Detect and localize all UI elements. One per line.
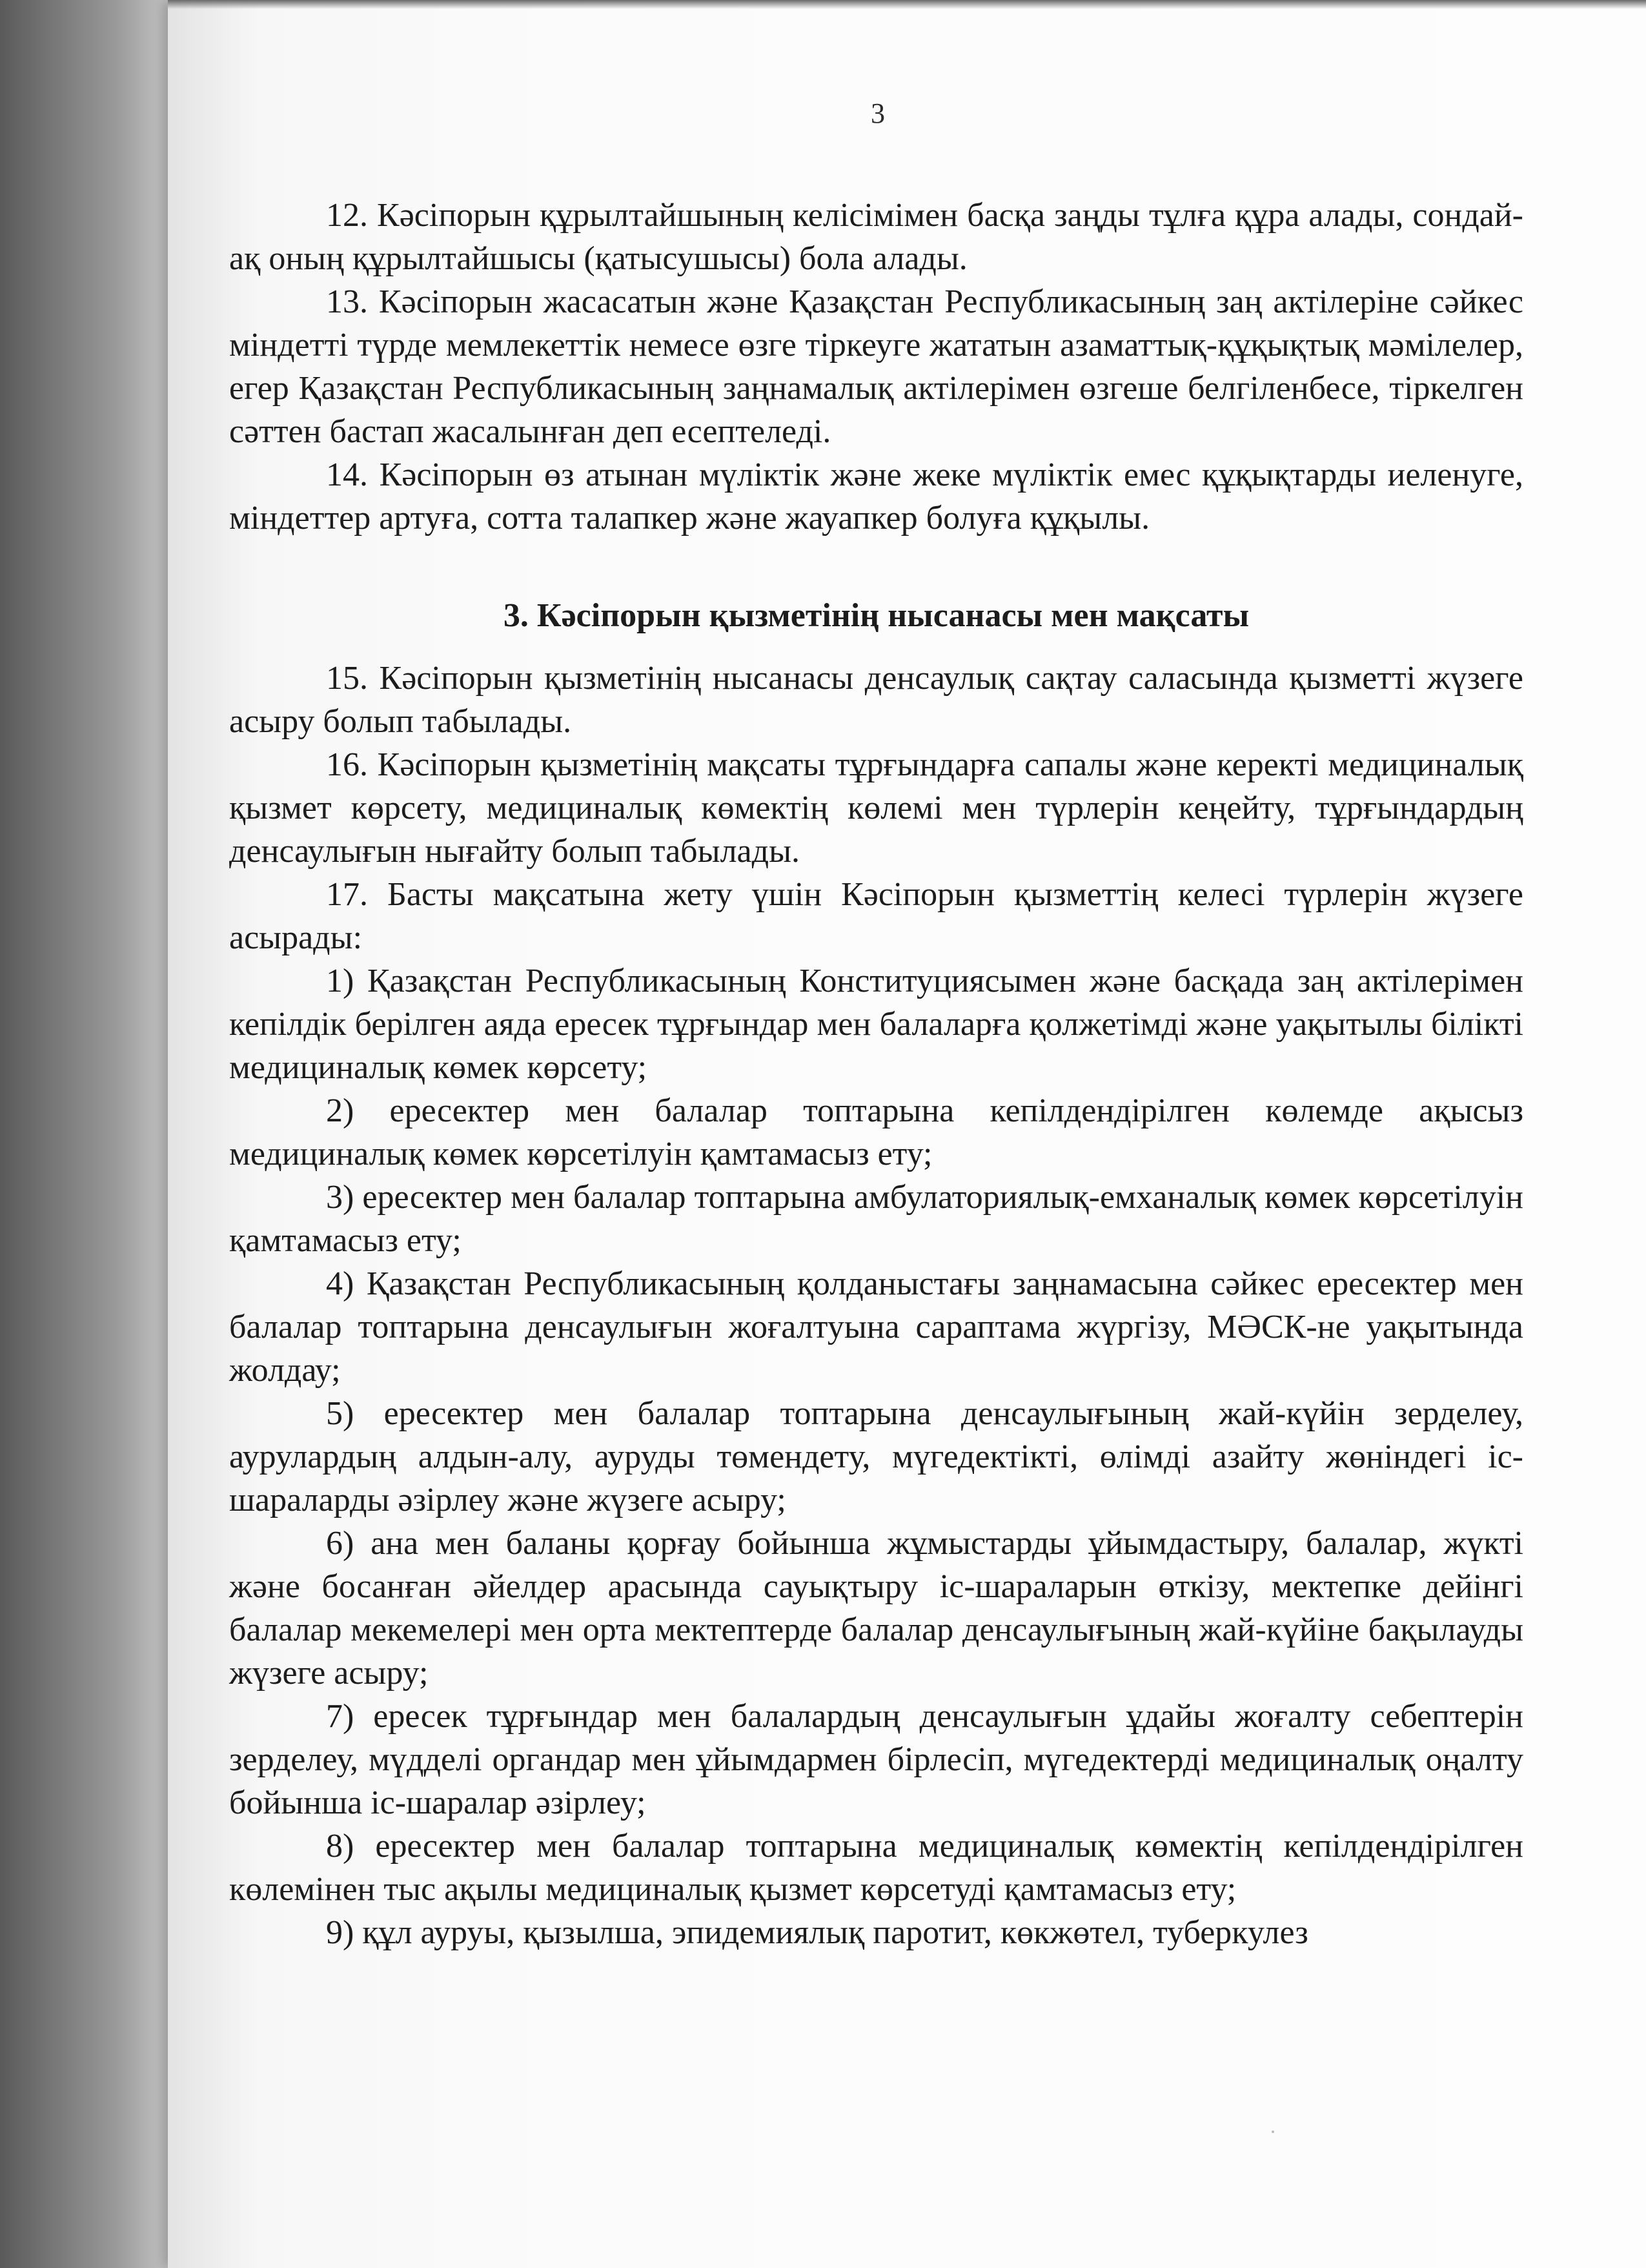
list-item-number: 1) — [326, 963, 354, 999]
list-item-number: 9) — [326, 1914, 354, 1951]
list-item — [229, 1522, 1523, 1695]
list-item-number: 8) — [326, 1828, 354, 1864]
list-item — [229, 1392, 1523, 1522]
page-number: 3 — [871, 97, 885, 129]
list-item-text: ересек тұрғындар мен балалардың денсаулығын ұдайы жоғалту себептерін зерделеу, мүдделі органдар мен ұйымдармен бірлесіп, мүгедектерді медициналық оңалту бойынша іс-шаралар әзірлеу; — [229, 1698, 1523, 1821]
list-item-text: Қазақстан Республикасының Конституциясымен және басқада заң актілерімен кепілдік берілген аяда ересек тұрғындар мен балаларға қолжетімді және уақытылы білікті медициналық көмек көрсету; — [229, 963, 1524, 1086]
list-item-text: ересектер мен балалар топтарына денсаулығының жай-күйін зерделеу, аурулардың алдын-алу, ауруды төмендету, мүгедектікті, өлімді азайту жөніндегі іс-шараларды әзірлеу және жүзеге асыру; — [229, 1395, 1523, 1518]
scanner-top-edge — [168, 0, 1646, 9]
list-item — [229, 1089, 1523, 1176]
paragraph-13: 13. Кәсіпорын жасасатын және Қазақстан Республикасының заң актілеріне сәйкес міндетті түрде мемлекеттік немесе өзге тіркеуге жататын азаматтық-құқықтық мәмілелер, егер Қазақстан Республикасының заңнамалық актілерімен өзгеше белгіленбесе, тіркелген сәттен бастап жасалынған деп есептеледі. — [229, 283, 1523, 450]
list-item-number: 6) — [326, 1525, 354, 1562]
paragraph-17: 17. Басты мақсатына жету үшін Кәсіпорын қызметтің келесі түрлерін жүзеге асырады: — [229, 876, 1523, 956]
section-heading: 3. Кәсіпорын қызметінің нысанасы мен мақсаты — [503, 597, 1250, 634]
list-item-number: 7) — [326, 1698, 354, 1735]
paragraph-12: 12. Кәсіпорын құрылтайшының келісімімен басқа заңды тұлға құра алады, сондай-ақ оның құрылтайшысы (қатысушысы) бола алады. — [229, 197, 1523, 277]
list-item-text: ересектер мен балалар топтарына кепілдендірілген көлемде ақысыз медициналық көмек көрсетілуін қамтамасыз ету; — [229, 1092, 1523, 1172]
list-item — [229, 1911, 1523, 1954]
list-item — [229, 1824, 1523, 1911]
paragraph-16: 16. Кәсіпорын қызметінің мақсаты тұрғындарға сапалы және керекті медициналық қызмет көрсету, медициналық көмектің көлемі мен түрлерін кеңейту, тұрғындардың денсаулығын нығайту болып табылады. — [229, 746, 1523, 870]
paragraph-14: 14. Кәсіпорын өз атынан мүліктік және жеке мүліктік емес құқықтарды иеленуге, міндеттер артуға, сотта талапкер және жауапкер болуға құқылы. — [229, 456, 1523, 536]
list-item — [229, 1695, 1523, 1824]
list-item — [229, 959, 1523, 1089]
document-body — [229, 194, 1523, 1954]
list-item-text: ана мен баланы қорғау бойынша жұмыстарды ұйымдастыру, балалар, жүкті және босанған әйелдер арасында сауықтыру іс-шараларын өткізу, мектепке дейінгі балалар мекемелері мен орта мектептерде балалар денсаулығының жай-күйіне бақылауды жүзеге асыру; — [229, 1525, 1524, 1691]
list-item-number: 2) — [326, 1092, 354, 1129]
list-item-text: құл ауруы, қызылша, эпидемиялық паротит, көкжөтел, туберкулез — [362, 1914, 1308, 1951]
list-item-number: 3) — [326, 1179, 354, 1216]
list-item-text: ересектер мен балалар топтарына медициналық көмектің кепілдендірілген көлемінен тыс ақылы медициналық қызмет көрсетуді қамтамасыз ету; — [229, 1828, 1524, 1908]
paragraph-15: 15. Кәсіпорын қызметінің нысанасы денсаулық сақтау саласында қызметті жүзеге асыру болып табылады. — [229, 660, 1523, 740]
scan-speck — [1272, 2130, 1274, 2133]
list-item-text: Қазақстан Республикасының қолданыстағы заңнамасына сәйкес ересектер мен балалар топтарына денсаулығын жоғалтуына сараптама жүргізу, МӘСК-не уақытында жолдау; — [229, 1265, 1524, 1389]
list-item-number: 4) — [326, 1265, 354, 1302]
list-item — [229, 1176, 1523, 1262]
list-item — [229, 1262, 1523, 1392]
list-item-text: ересектер мен балалар топтарына амбулаториялық-емханалық көмек көрсетілуін қамтамасыз ету; — [229, 1179, 1524, 1259]
list-item-number: 5) — [326, 1395, 354, 1432]
